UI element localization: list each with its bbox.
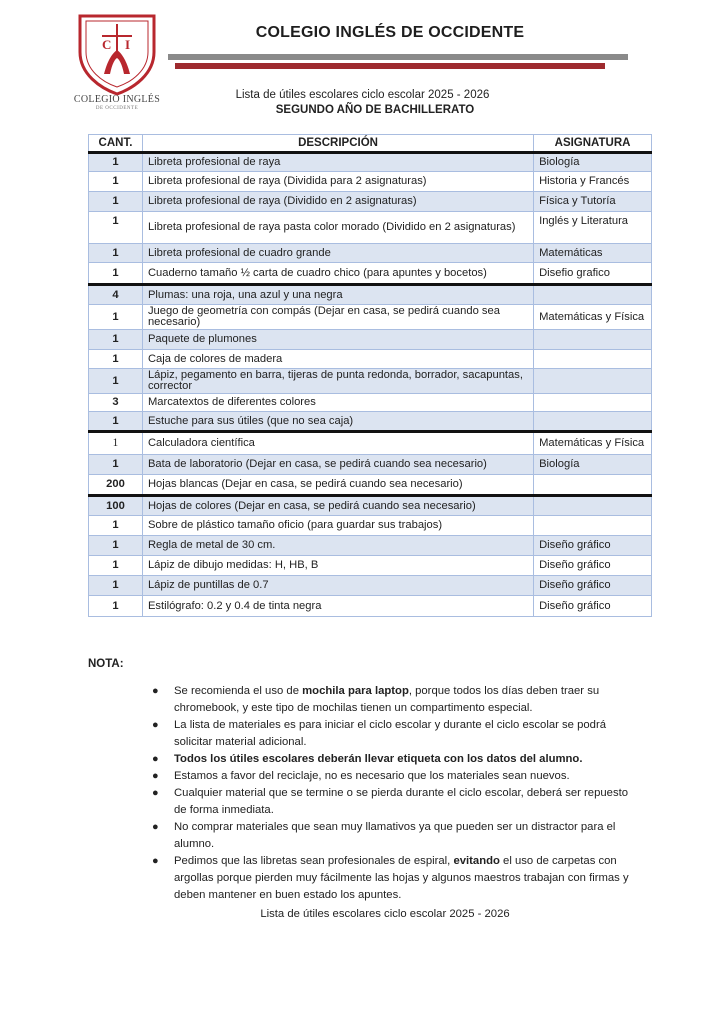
table-row xyxy=(89,285,652,305)
table-row xyxy=(89,475,652,496)
row-qty: 1 xyxy=(89,369,143,394)
row-description: Lápiz de dibujo medidas: H, HB, B xyxy=(142,556,533,576)
table-row xyxy=(89,263,652,285)
bullet-icon: ● xyxy=(152,787,159,799)
crest-school-subname: DE OCCIDENTE xyxy=(95,106,139,111)
row-qty: 1 xyxy=(89,350,143,369)
row-qty: 1 xyxy=(89,305,143,330)
note-text: Cualquier material que se termine o se pierda durante el ciclo escolar, deberá ser repuesto de forma inmediata. xyxy=(174,787,629,816)
supplies-table xyxy=(88,134,652,617)
bullet-icon: ● xyxy=(152,719,159,731)
header-subject: ASIGNATURA xyxy=(534,135,652,153)
row-description: Libreta profesional de cuadro grande xyxy=(142,244,533,263)
bullet-icon: ● xyxy=(152,753,159,765)
crest-school-name: COLEGIO INGLÉS xyxy=(73,94,161,105)
row-subject: Biología xyxy=(534,455,652,475)
table-row xyxy=(89,369,652,394)
table-row xyxy=(89,432,652,455)
table-row xyxy=(89,212,652,244)
row-subject xyxy=(534,496,652,516)
row-description: Calculadora científica xyxy=(142,432,533,455)
list-item xyxy=(150,819,630,853)
row-subject: Historia y Francés xyxy=(534,172,652,192)
nota-list xyxy=(150,683,630,904)
table-row xyxy=(89,192,652,212)
row-description: Lápiz, pegamento en barra, tijeras de punta redonda, borrador, sacapuntas, corrector xyxy=(142,369,533,394)
table-row xyxy=(89,330,652,350)
row-description: Estilógrafo: 0.2 y 0.4 de tinta negra xyxy=(142,596,533,617)
table-row xyxy=(89,455,652,475)
document-title: Lista de útiles escolares ciclo escolar 2025 - 2026 xyxy=(235,89,490,101)
row-description: Sobre de plástico tamaño oficio (para guardar sus trabajos) xyxy=(142,516,533,536)
note-text: , porque todos los días deben traer su chromebook, y este tipo de mochilas tienen un compartimento especial. xyxy=(174,685,600,714)
note-text-bold: Todos los útiles escolares deberán llevar etiqueta con los datos del alumno. xyxy=(174,753,583,765)
row-description: Libreta profesional de raya xyxy=(142,153,533,172)
row-subject: Diseño gráfico xyxy=(534,556,652,576)
row-subject xyxy=(534,475,652,496)
row-description: Estuche para sus útiles (que no sea caja) xyxy=(142,412,533,432)
note-text: La lista de materiales es para iniciar el ciclo escolar y durante el ciclo escolar se podrá solicitar material adicional. xyxy=(174,719,607,748)
row-subject xyxy=(534,394,652,412)
note-text: Pedimos que las libretas sean profesionales de espiral, xyxy=(174,855,454,867)
list-item xyxy=(150,751,630,768)
row-qty: 1 xyxy=(89,596,143,617)
crest-letter-c: C xyxy=(102,37,112,52)
crest-letter-i: I xyxy=(125,37,131,52)
row-qty: 1 xyxy=(89,576,143,596)
row-qty: 200 xyxy=(89,475,143,496)
table-row xyxy=(89,244,652,263)
row-subject: Disefio grafico xyxy=(534,263,652,285)
table-row xyxy=(89,394,652,412)
row-description: Juego de geometría con compás (Dejar en casa, se pedirá cuando sea necesario) xyxy=(142,305,533,330)
note-text: Estamos a favor del reciclaje, no es necesario que los materiales sean nuevos. xyxy=(174,770,570,782)
row-description: Paquete de plumones xyxy=(142,330,533,350)
row-subject: Diseño gráfico xyxy=(534,576,652,596)
row-subject: Física y Tutoría xyxy=(534,192,652,212)
table-row xyxy=(89,536,652,556)
list-item xyxy=(150,683,630,717)
note-text-bold: mochila para laptop xyxy=(302,685,409,697)
list-item xyxy=(150,717,630,751)
row-qty: 1 xyxy=(89,263,143,285)
row-qty: 1 xyxy=(89,212,143,244)
list-item xyxy=(150,785,630,819)
row-qty: 1 xyxy=(89,412,143,432)
school-title: COLEGIO INGLÉS DE OCCIDENTE xyxy=(255,24,525,41)
header-description: DESCRIPCIÓN xyxy=(142,135,533,153)
table-row xyxy=(89,596,652,617)
note-text-bold: evitando xyxy=(453,855,500,867)
row-subject: Matemáticas y Física xyxy=(534,432,652,455)
row-description: Regla de metal de 30 cm. xyxy=(142,536,533,556)
table-row xyxy=(89,516,652,536)
row-qty: 1 xyxy=(89,172,143,192)
bullet-icon: ● xyxy=(152,770,159,782)
header-qty: CANT. xyxy=(89,135,143,153)
row-qty: 1 xyxy=(89,455,143,475)
table-row xyxy=(89,305,652,330)
row-description: Caja de colores de madera xyxy=(142,350,533,369)
row-subject: Diseño gráfico xyxy=(534,536,652,556)
table-row xyxy=(89,172,652,192)
row-subject xyxy=(534,350,652,369)
row-qty: 1 xyxy=(89,432,143,455)
table-row xyxy=(89,153,652,172)
row-description: Marcatextos de diferentes colores xyxy=(142,394,533,412)
table-row xyxy=(89,496,652,516)
row-description: Hojas de colores (Dejar en casa, se pedirá cuando sea necesario) xyxy=(142,496,533,516)
row-subject: Biología xyxy=(534,153,652,172)
row-subject xyxy=(534,369,652,394)
bullet-icon: ● xyxy=(152,821,159,833)
bullet-icon: ● xyxy=(152,685,159,697)
row-qty: 1 xyxy=(89,244,143,263)
row-qty: 1 xyxy=(89,536,143,556)
row-subject xyxy=(534,330,652,350)
table-row xyxy=(89,412,652,432)
row-description: Bata de laboratorio (Dejar en casa, se pedirá cuando sea necesario) xyxy=(142,455,533,475)
bullet-icon: ● xyxy=(152,855,159,867)
row-description: Libreta profesional de raya (Dividida para 2 asignaturas) xyxy=(142,172,533,192)
row-description: Plumas: una roja, una azul y una negra xyxy=(142,285,533,305)
document-level: SEGUNDO AÑO DE BACHILLERATO xyxy=(275,104,475,116)
page-header xyxy=(0,0,725,120)
row-description: Libreta profesional de raya (Dividido en 2 asignaturas) xyxy=(142,192,533,212)
nota-label: NOTA: xyxy=(88,658,124,670)
row-description: Hojas blancas (Dejar en casa, se pedirá cuando sea necesario) xyxy=(142,475,533,496)
row-qty: 1 xyxy=(89,516,143,536)
row-qty: 4 xyxy=(89,285,143,305)
table-row xyxy=(89,350,652,369)
note-text: Se recomienda el uso de xyxy=(174,685,303,697)
row-qty: 1 xyxy=(89,153,143,172)
row-subject xyxy=(534,285,652,305)
list-item xyxy=(150,768,630,785)
row-subject: Matemáticas xyxy=(534,244,652,263)
row-subject: Matemáticas y Física xyxy=(534,305,652,330)
row-qty: 1 xyxy=(89,330,143,350)
note-text: No comprar materiales que sean muy llamativos ya que pueden ser un distractor para el alumno. xyxy=(174,821,616,850)
row-subject: Diseño gráfico xyxy=(534,596,652,617)
header-divider-grey xyxy=(168,54,628,60)
row-qty: 3 xyxy=(89,394,143,412)
row-qty: 1 xyxy=(89,192,143,212)
row-subject xyxy=(534,412,652,432)
row-subject: Inglés y Literatura xyxy=(534,212,652,244)
note-text: el uso de carpetas con argollas porque pierden muy fácilmente las hojas y algunos maestros trabajan con firmas y deben mantener en buen estado los apuntes. xyxy=(174,855,629,901)
row-description: Cuaderno tamaño ½ carta de cuadro chico (para apuntes y bocetos) xyxy=(142,263,533,285)
row-subject xyxy=(534,516,652,536)
header-divider-red xyxy=(175,63,605,69)
row-description: Lápiz de puntillas de 0.7 xyxy=(142,576,533,596)
row-description: Libreta profesional de raya pasta color morado (Dividido en 2 asignaturas) xyxy=(142,212,533,244)
table-row xyxy=(89,556,652,576)
page-footer: Lista de útiles escolares ciclo escolar 2025 - 2026 xyxy=(260,908,510,920)
list-item xyxy=(150,853,630,904)
row-qty: 1 xyxy=(89,556,143,576)
table-header-row xyxy=(89,135,652,153)
table-row xyxy=(89,576,652,596)
row-qty: 100 xyxy=(89,496,143,516)
